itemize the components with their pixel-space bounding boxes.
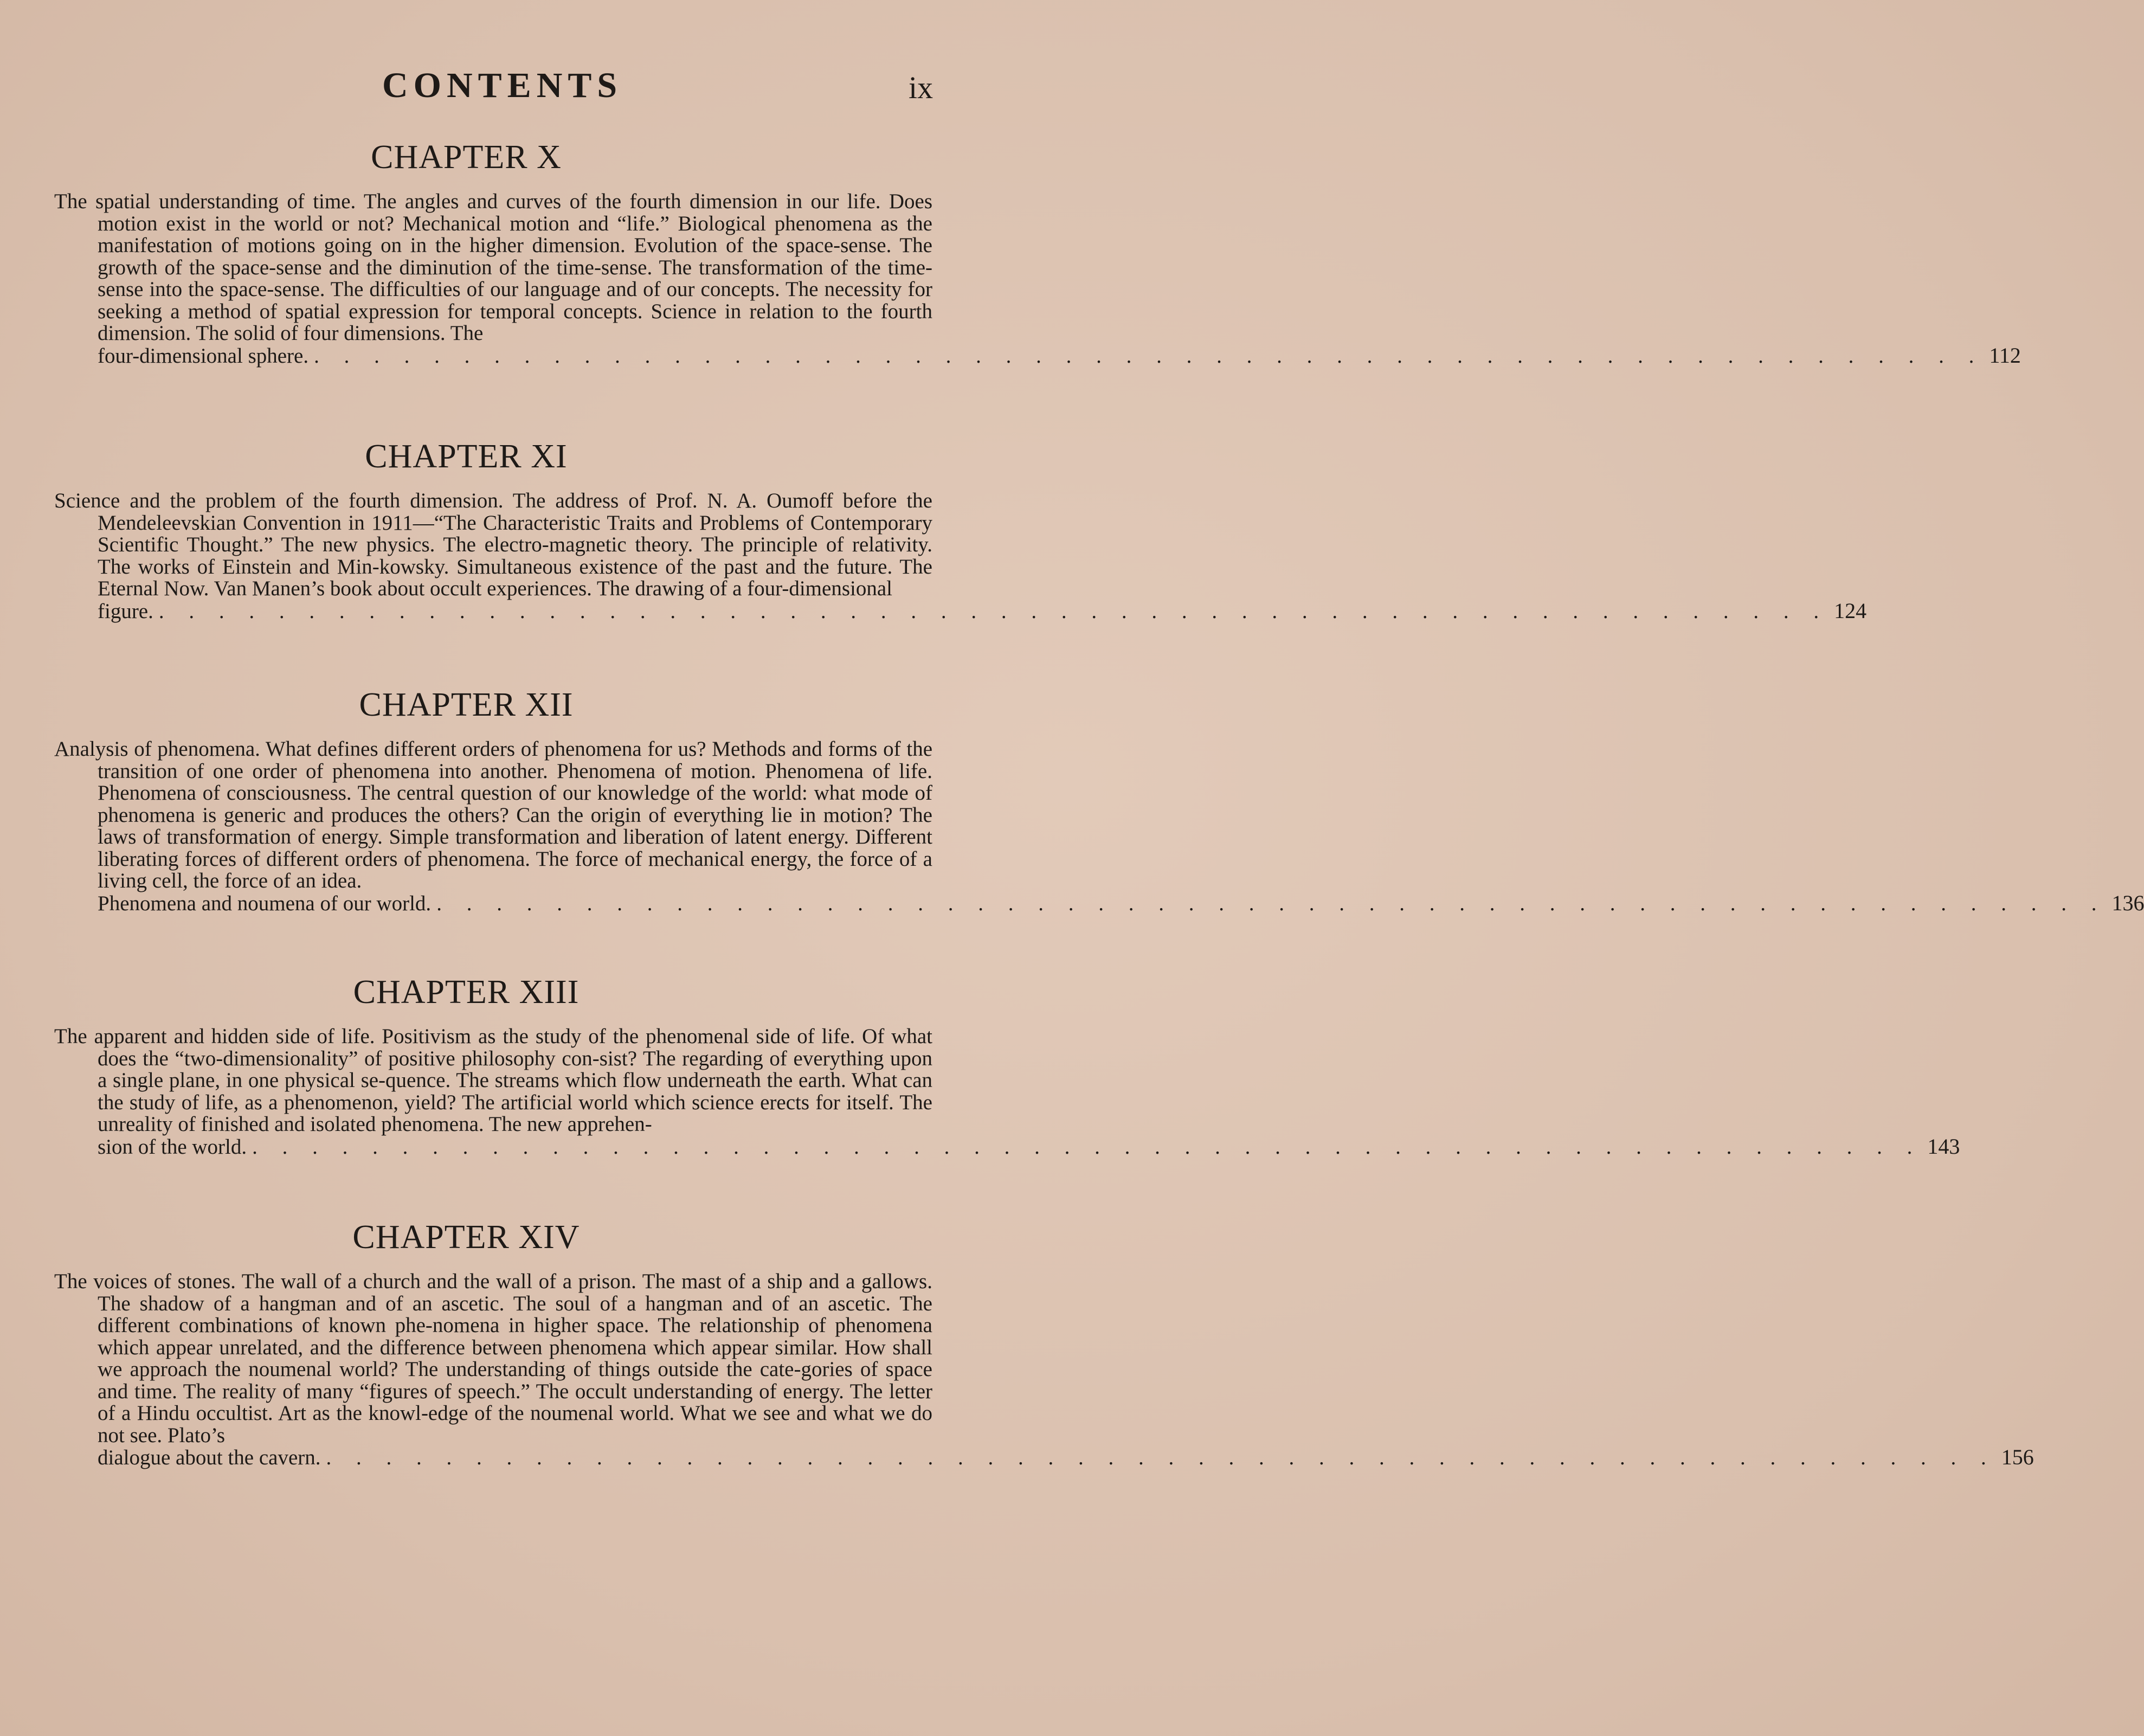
chapter-title: CHAPTER XIV — [352, 1219, 580, 1256]
summary-last-text: Phenomena and noumena of our world. — [98, 891, 432, 915]
chapter-title: CHAPTER XI — [365, 438, 568, 475]
chapter-summary: The voices of stones. The wall of a church and the wall of a prison. The mast of a ship and a gallows. The shadow of a hangman and of an ascetic. The soul of a hangman and of an ascetic. The different combinations of known phe-nomena in higher space. The relationship of phenomena which appear unrelated, and the difference between phenomena which appear similar. How shall we approach the noumenal world? The understanding of things outside the cate-gories of space and time. The reality of many “figures of speech.” The occult understanding of energy. The letter of a Hindu occultist. Art as the knowl-edge of the noumenal world. What we see and what we do not see. Plato’s — [54, 1270, 932, 1447]
dot-leader: . . . . . . . . . . . . . . . . . . . . . . . . . . . . . . . . . . . . . . . . . . . . . . . . . . . . . . . . — [436, 891, 2107, 915]
summary-last-text: figure. — [98, 599, 153, 623]
summary-last-line — [54, 598, 1867, 623]
page-reference: 112 — [1989, 343, 2021, 368]
summary-last-line — [54, 343, 2021, 368]
running-title: CONTENTS — [382, 66, 623, 105]
chapter-summary: The spatial understanding of time. The angles and curves of the fourth dimension in our life. Does motion exist in the world or not? Mechanical motion and “life.” Biological phenomena as the manifestation of motions going on in the higher dimension. Evolution of the space-sense. The growth of the space-sense and the diminution of the time-sense. The transformation of the time-sense into the space-sense. The difficulties of our language and of our concepts. The necessity for seeking a method of spatial expression for temporal concepts. Science in relation to the fourth dimension. The solid of four dimensions. The — [54, 190, 932, 345]
dot-leader: . . . . . . . . . . . . . . . . . . . . . . . . . . . . . . . . . . . . . . . . . . . . . . . . . . . . . . . . — [252, 1135, 1922, 1159]
summary-last-line — [54, 890, 2144, 915]
page-reference: 136 — [2111, 890, 2144, 915]
summary-last-text: sion of the world. — [98, 1135, 247, 1159]
page-reference: 143 — [1927, 1134, 1960, 1159]
chapter-summary: Analysis of phenomena. What defines different orders of phenomena for us? Methods and forms of the transition of one order of phenomena into another. Phenomena of motion. Phenomena of life. Phenomena of consciousness. The central question of our knowledge of the world: what mode of phenomena is generic and produces the others? Can the origin of everything lie in motion? The laws of transformation of energy. Simple transformation and liberation of latent energy. Different liberating forces of different orders of phenomena. The force of mechanical energy, the force of a living cell, the force of an idea. — [54, 737, 932, 892]
chapter-summary: The apparent and hidden side of life. Positivism as the study of the phenomenal side of life. Of what does the “two-dimensionality” of positive philosophy con-sist? The regarding of everything upon a single plane, in one physical se-quence. The streams which flow underneath the earth. What can the study of life, as a phenomenon, yield? The artificial world which science erects for itself. The unreality of finished and isolated phenomena. The new apprehen- — [54, 1025, 932, 1136]
dot-leader: . . . . . . . . . . . . . . . . . . . . . . . . . . . . . . . . . . . . . . . . . . . . . . . . . . . . . . . . — [326, 1446, 1996, 1469]
running-head — [0, 64, 1067, 107]
dot-leader: . . . . . . . . . . . . . . . . . . . . . . . . . . . . . . . . . . . . . . . . . . . . . . . . . . . . . . . . — [314, 344, 1984, 368]
chapter-title: CHAPTER X — [371, 139, 562, 176]
chapter-title: CHAPTER XIII — [353, 974, 580, 1011]
chapter-summary: Science and the problem of the fourth dimension. The address of Prof. N. A. Oumoff before the Mendeleevskian Convention in 1911—“The Characteristic Traits and Problems of Contemporary Scientific Thought.” The new physics. The electro-magnetic theory. The principle of relativity. The works of Einstein and Min-kowsky. Simultaneous existence of the past and the future. The Eternal Now. Van Manen’s book about occult experiences. The drawing of a four-dimensional — [54, 489, 932, 600]
chapter-xiv-entry — [54, 1216, 2034, 1469]
chapter-xi-entry — [54, 435, 1867, 623]
chapter-xii-entry — [54, 683, 2144, 915]
page-reference: 156 — [2001, 1445, 2034, 1469]
summary-last-text: four-dimensional sphere. — [98, 344, 309, 368]
summary-last-line — [54, 1134, 1960, 1159]
chapter-xiii-entry — [54, 970, 1960, 1159]
page-number: ix — [909, 70, 933, 105]
chapter-x-entry — [54, 136, 2021, 368]
summary-last-line — [54, 1445, 2034, 1469]
chapter-title: CHAPTER XII — [359, 686, 574, 723]
dot-leader: . . . . . . . . . . . . . . . . . . . . . . . . . . . . . . . . . . . . . . . . . . . . . . . . . . . . . . . . — [158, 599, 1829, 623]
page-reference: 124 — [1834, 598, 1867, 623]
summary-last-text: dialogue about the cavern. — [98, 1446, 321, 1469]
